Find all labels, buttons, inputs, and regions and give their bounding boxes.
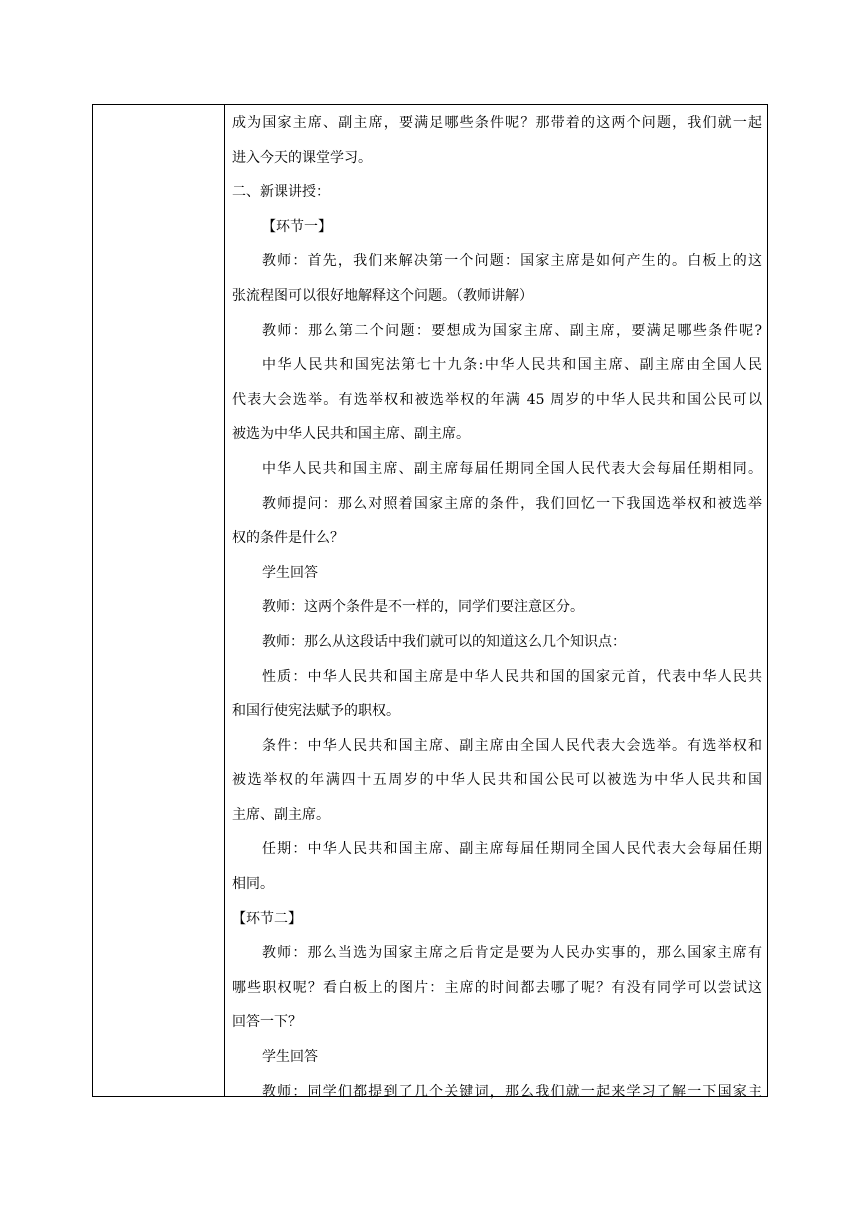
text-line: 权的条件是什么？: [232, 530, 344, 547]
text-line: 教师：首先，我们来解决第一个问题：国家主席是如何产生的。白板上的这: [262, 253, 762, 270]
text-line: 【环节二】: [232, 910, 302, 927]
text-line: 教师：这两个条件是不一样的，同学们要注意区分。: [262, 599, 584, 616]
text-line: 哪些职权呢？看白板上的图片：主席的时间都去哪了呢？有没有同学可以尝试这: [232, 979, 762, 996]
text-line: 条件：中华人民共和国主席、副主席由全国人民代表大会选举。有选举权和: [262, 737, 762, 754]
text-line: 进入今天的课堂学习。: [232, 149, 372, 166]
text-line: 任期：中华人民共和国主席、副主席每届任期同全国人民代表大会每届任期: [262, 841, 762, 858]
text-line: 二、新课讲授：: [232, 184, 330, 201]
text-line: 回答一下？: [232, 1014, 302, 1031]
text-line: 被选举权的年满四十五周岁的中华人民共和国公民可以被选为中华人民共和国: [232, 772, 762, 789]
text-line: 中华人民共和国宪法第七十九条:中华人民共和国主席、副主席由全国人民: [262, 357, 762, 374]
text-line: 主席、副主席。: [232, 806, 330, 823]
lesson-content-cell: [232, 106, 762, 1109]
text-line: 【环节一】: [262, 218, 332, 235]
column-divider: [224, 104, 225, 1097]
text-line: 教师提问：那么对照着国家主席的条件，我们回忆一下我国选举权和被选举: [262, 495, 762, 512]
text-line: 教师：那么当选为国家主席之后肯定是要为人民办实事的，那么国家主席有: [262, 945, 762, 962]
text-line: 教师：同学们都提到了几个关键词，那么我们就一起来学习了解一下国家主: [262, 1083, 762, 1100]
text-line: 学生回答: [262, 1049, 318, 1066]
text-line: 代表大会选举。有选举权和被选举权的年满 45 周岁的中华人民共和国公民可以: [232, 391, 762, 408]
text-line: 被选为中华人民共和国主席、副主席。: [232, 426, 470, 443]
text-line: 相同。: [232, 876, 274, 893]
text-line: 和国行使宪法赋予的职权。: [232, 703, 400, 720]
text-line: 中华人民共和国主席、副主席每届任期同全国人民代表大会每届任期相同。: [262, 460, 762, 477]
text-line: 张流程图可以很好地解释这个问题。（教师讲解）: [232, 287, 533, 304]
text-line: 性质：中华人民共和国主席是中华人民共和国的国家元首，代表中华人民共: [262, 668, 762, 685]
text-line: 教师：那么从这段话中我们就可以的知道这么几个知识点：: [262, 633, 626, 650]
text-line: 学生回答: [262, 564, 318, 581]
text-line: 成为国家主席、副主席，要满足哪些条件呢？那带着的这两个问题，我们就一起: [232, 115, 762, 131]
left-label-cell: [93, 105, 224, 1096]
text-line: 教师：那么第二个问题：要想成为国家主席、副主席，要满足哪些条件呢?: [262, 322, 762, 339]
